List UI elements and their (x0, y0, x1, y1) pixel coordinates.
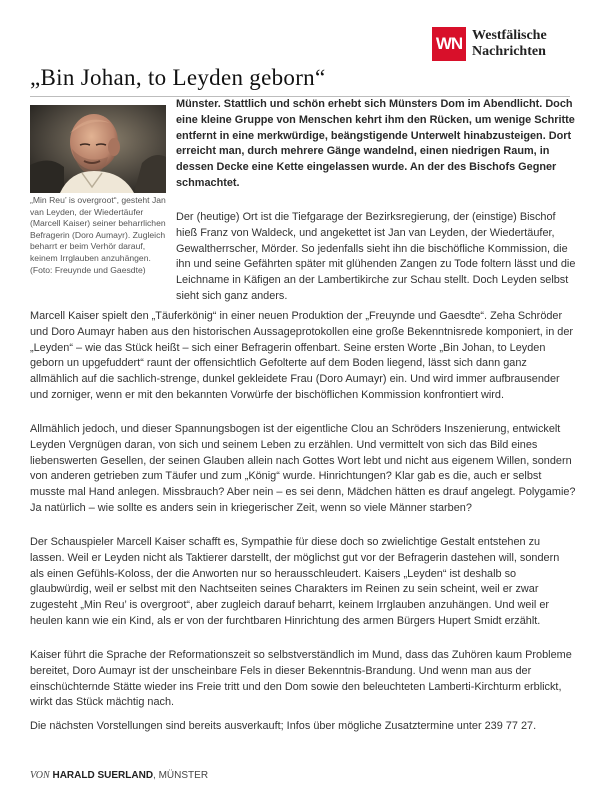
article-headline: „Bin Johan, to Leyden geborn“ (30, 65, 326, 90)
body-paragraph: Der Schauspieler Marcell Kaiser schafft es, Sympathie für diese doch so zwielichtige Gestalt entstehen zu lassen. Weil er Leyden nicht als Taktierer darstellt, der möglichst gut vor der Befragerin dastehen will, sondern als einen Gefühls-Koloss, der die Anworten nur so herausschleudert. Kaisers „Leyden“ ist deshalb so glaubwürdig, weil er selbst mit den Nachtseiten seines Charakters im Reinen zu sein scheint, weil er zwar zugesteht „Min Reu’ is overgroot“, aber zugleich darauf beharrt, keinem Irrglauben anzuhängen. Und weil er heulen kann wie ein Kind, als er von der furchtbaren Hinrichtung des armen Bürgers Hupert Smidt erzählt. (30, 536, 560, 627)
photo-caption: „Min Reu’ is overgroot“, gesteht Jan van Leyden, der Wiedertäufer (Marcell Kaiser) seiner beharrlichen Befragerin (Doro Aumayr). Zugleich beharrt er beim Verhör darauf, keinem Irrglauben anzuhängen. (Foto: Freuynde und Gaesdte) (30, 195, 166, 275)
body-paragraph: Kaiser führt die Sprache der Reformationszeit so selbstverständlich im Mund, dass das Zuhören kaum Probleme bereitet, Doro Aumayr ist der unscheinbare Fels in dieser Bekenntnis-Brandung. Und wenn man aus der einschüchternde Stätte wieder ins Freie tritt und den Dom sowie den beleuchteten Lamberti-Kirchturm erblickt, wirkt das Stück mächtig nach. (30, 649, 572, 709)
logo-line-1: Westfälische (472, 28, 547, 43)
article-photo (30, 105, 166, 193)
byline-prefix: VON (30, 770, 50, 781)
body-paragraph: Marcell Kaiser spielt den „Täuferkönig“ in einer neuen Produktion der „Freuynde und Gaesdte“. Zeha Schröder und Doro Aumayr haben aus den historischen Aussageprotokollen eine große Bekenntnisrede komponiert, in der „Leyden“ – wie das Stück heißt – sich einer Befragerin offenbart. Seine ersten Worte „Bin Johan, to Leyden geborn un upgefuddert“ raunt der offensichtlich Gefolterte auf dem Boden liegend, lässt sich dann ganz allmählich auf die sachlich-strenge, dunkel gekleidete Frau (Doro Aumayr) ein. Und wird immer aufbrausender und zorniger, wenn er mit den bekannten Vorwürfe der bischöflichen Kommission konfrontiert wird. (30, 310, 574, 401)
body-paragraph: Allmählich jedoch, und dieser Spannungsbogen ist der eigentliche Clou an Schröders Inszenierung, entwickelt Leyden Vergnügen daran, von sich und seinem Leben zu erzählen. Und vermittelt von sich das Bild eines liebenswerten Gesellen, der seinen Glauben allein nach Gottes Wort lebt und nicht aus eigenem Willen, sondern von anderen getrieben zum Täufer und zum „König“ wurde. Hinrichtungen? Klar gab es die, auch er selbst musste mal Hand anlegen. Missbrauch? Aber nein – es sei denn, Mädchen hätten es drauf angelegt. Polygamie? Ja natürlich – wie sollte es anders sein in kriegerischer Zeit, wenn so viele Männer starben? (30, 423, 576, 514)
logo-wordmark (472, 28, 547, 60)
byline-author: HARALD SUERLAND (52, 770, 154, 781)
body-paragraph: Der (heutige) Ort ist die Tiefgarage der Bezirksregierung, der (einstige) Bischof hieß Franz von Waldeck, und angekettet ist Jan van Leyden, der Wiedertäufer, Gewaltherrscher, Mörder. So jedenfalls sieht ihn die bischöfliche Kommission, die ihn und seine Gefährten später mit glühenden Zangen zu Tode foltern lässt und die Leichname in Käfigen an der Lambertikirche zur Schau stellt. Doch Leyden selbst sieht sich ganz anders. (176, 211, 576, 302)
byline (30, 770, 208, 781)
body-paragraph: Die nächsten Vorstellungen sind bereits ausverkauft; Infos über mögliche Zusatztermine unter 239 77 27. (30, 720, 537, 732)
byline-location: , MÜNSTER (153, 770, 209, 781)
logo-mark: WN (432, 27, 466, 61)
lead-paragraph: Münster. Stattlich und schön erhebt sich Münsters Dom im Abendlicht. Doch eine kleine Gruppe von Menschen kehrt ihm den Rücken, um wenige Schritte entfernt in eine merkwürdige, beängstigende Unterwelt hinabzusteigen. Dort erreicht man, durch mehrere Gänge wandelnd, einen niedrigen Raum, in dessen Decke eine Kette eingelassen wurde. An der des Bischofs Gegner schmachtet. (176, 98, 575, 189)
newspaper-logo[interactable] (432, 26, 572, 64)
logo-line-2: Nachrichten (472, 44, 546, 59)
